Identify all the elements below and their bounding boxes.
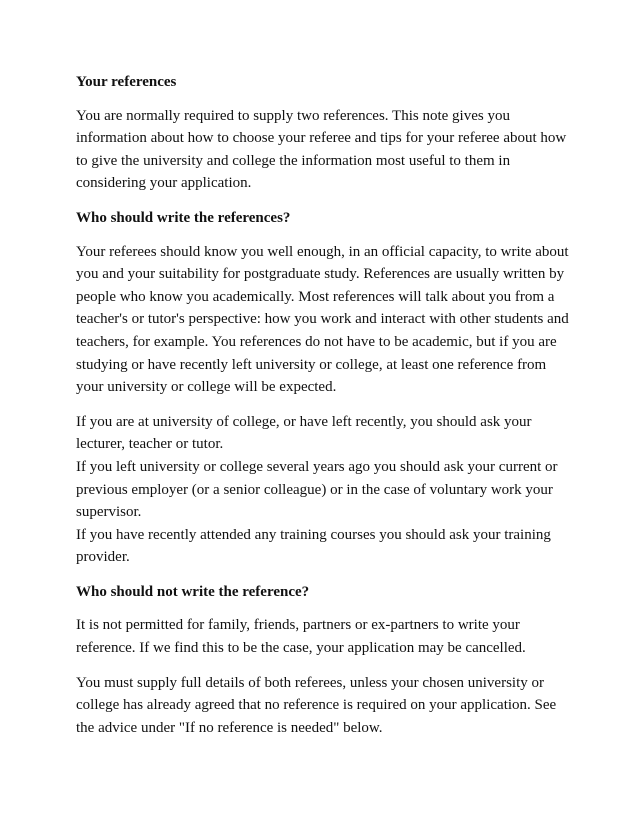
text-line: lecturer, teacher or tutor. bbox=[76, 436, 224, 453]
text-line: If you are at university of college, or have left recently, you should ask your bbox=[76, 413, 532, 430]
text-line: teacher's or tutor's perspective: how you work and interact with other students and bbox=[76, 311, 569, 328]
text-line: your university or college will be expected. bbox=[76, 379, 337, 396]
text-line: you and your suitability for postgraduate study. References are usually written by bbox=[76, 266, 565, 283]
paragraph-not-permitted bbox=[76, 614, 566, 659]
text-line: considering your application. bbox=[76, 175, 252, 192]
document-page bbox=[76, 71, 569, 751]
text-line: teachers, for example. You references do not have to be academic, but if you are bbox=[76, 333, 557, 350]
text-line: You must supply full details of both referees, unless your chosen university or bbox=[76, 674, 544, 691]
heading-who-should-write: Who should write the references? bbox=[76, 209, 291, 226]
text-line: to give the university and college the information most useful to them in bbox=[76, 152, 511, 169]
text-line: You are normally required to supply two references. This note gives you bbox=[76, 107, 510, 124]
text-line: supervisor. bbox=[76, 504, 142, 521]
text-line: If you left university or college several years ago you should ask your current or bbox=[76, 458, 558, 475]
heading-who-should-not-write: Who should not write the reference? bbox=[76, 583, 310, 600]
text-line: previous employer (or a senior colleague) or in the case of voluntary work your bbox=[76, 481, 553, 498]
paragraph-intro bbox=[76, 105, 566, 195]
text-line: provider. bbox=[76, 549, 130, 566]
text-line: reference. If we find this to be the case, your application may be cancelled. bbox=[76, 640, 526, 657]
text-line: It is not permitted for family, friends, partners or ex-partners to write your bbox=[76, 617, 520, 634]
paragraph-referees bbox=[76, 241, 569, 399]
paragraph-full-details bbox=[76, 672, 566, 740]
text-line: If you have recently attended any training courses you should ask your training bbox=[76, 526, 551, 543]
text-line: information about how to choose your referee and tips for your referee about how bbox=[76, 130, 567, 147]
text-line: studying or have recently left university or college, at least one reference from bbox=[76, 356, 547, 373]
text-line: college has already agreed that no reference is required on your application. See bbox=[76, 697, 557, 714]
text-line: Your referees should know you well enough, in an official capacity, to write about bbox=[76, 243, 569, 260]
heading-your-references: Your references bbox=[76, 74, 177, 90]
text-line: people who know you academically. Most references will talk about you from a bbox=[76, 288, 555, 305]
text-line: the advice under "If no reference is needed" below. bbox=[76, 719, 383, 736]
paragraph-who-to-ask bbox=[76, 411, 566, 569]
